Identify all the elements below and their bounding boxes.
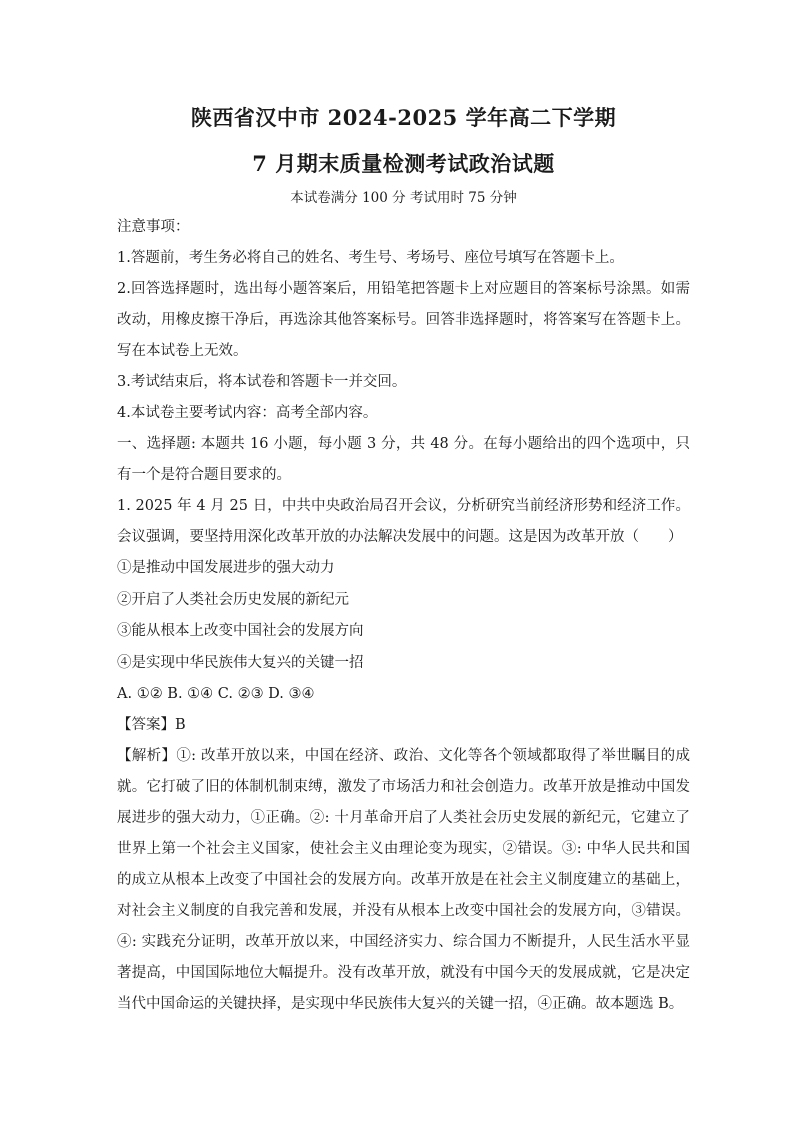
notice-item-1: 1.答题前，考生务必将自己的姓名、考生号、考场号、座位号填写在答题卡上。 [117,250,624,266]
document-title-line1: 陕西省汉中市 2024-2025 学年高二下学期 [190,105,617,130]
answer-label: 【答案】B [117,717,186,733]
option-item-1: ①是推动中国发展进步的强大动力 [117,560,335,576]
exam-info: 本试卷满分 100 分 考试用时 75 分钟 [290,190,517,206]
notice-label: 注意事项： [117,219,190,235]
question-stem: 1. 2025 年 4 月 25 日，中共中央政治局召开会议，分析研究当前经济形势和经济工作。会议强调，要坚持用深化改革开放的办法解决发展中的问题。这是因为改革开放（ ） [117,498,690,545]
notice-item-4: 4.本试卷主要考试内容：高考全部内容。 [117,405,378,421]
notice-item-3: 3.考试结束后，将本试卷和答题卡一并交回。 [117,374,407,390]
option-item-3: ③能从根本上改变中国社会的发展方向 [117,623,364,639]
document-title-line2: 7 月期末质量检测考试政治试题 [252,151,555,176]
question-options [117,553,690,679]
question-1 [117,491,690,1020]
section-heading: 一、选择题: 本题共 16 小题，每小题 3 分，共 48 分。在每小题给出的四个选项中，只有一个是符合题目要求的。 [117,436,690,483]
option-item-2: ②开启了人类社会历史发展的新纪元 [117,591,349,608]
notice-item-2: 2.回答选择题时，选出每小题答案后，用铅笔把答题卡上对应题目的答案标号涂黑。如需改动，用橡皮擦干净后，再选涂其他答案标号。回答非选择题时，将答案写在答题卡上。写在本试卷上无效。 [117,281,690,359]
analysis-text: 【解析】①: 改革开放以来，中国在经济、政治、文化等各个领域都取得了举世瞩目的成就。它打破了旧的体制机制束缚，激发了市场活力和社会创造力。改革开放是推动中国发展进步的强大动力，①正确。②: 十月革命开启了人类社会历史发展的新纪元，它建立了世界上第一个社会主义国家，使社会主义由理论变为现实，②错误。③: 中华人民共和国的成立从根本上改变了中国社会的发展方向。改革开放是在社会主义制度建立的基础上，对社会主义制度的自我完善和发展，并没有从根本上改变中国社会的发展方向，③错误。④: 实践充分证明，改革开放以来，中国经济实力、综合国力不断提升，人民生活水平显著提高，中国国际地位大幅提升。没有改革开放，就没有中国今天的发展成就，它是决定当代中国命运的关键抉择，是实现中华民族伟大复兴的关键一招，④正确。故本题选 B。 [117,748,690,1012]
notice-section [117,212,690,429]
answer-choices: A. ①② B. ①④ C. ②③ D. ③④ [117,686,315,702]
option-item-4: ④是实现中华民族伟大复兴的关键一招 [117,654,364,671]
